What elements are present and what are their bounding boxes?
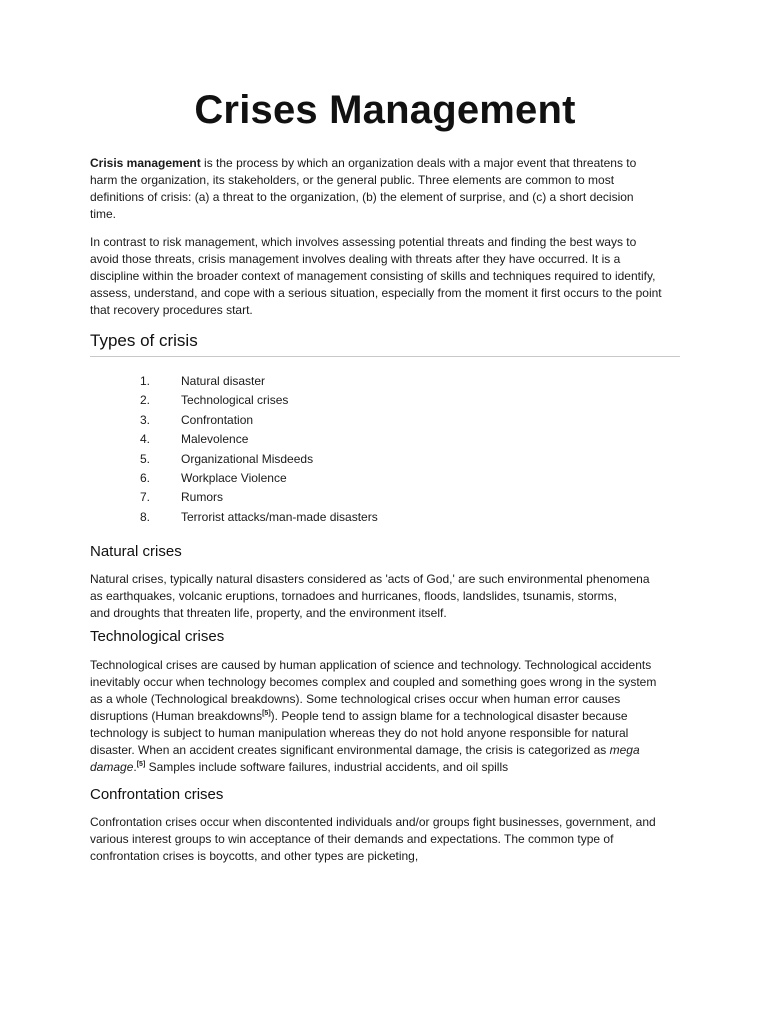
list-number: 8.: [139, 509, 150, 524]
list-label: Terrorist attacks/man-made disasters: [181, 509, 378, 524]
contrast-line-4: assess, understand, and cope with a serious situation, especially from the moment it first occurs to the point: [90, 286, 662, 300]
tech-line-5: technology is subject to human manipulation whereas they do not hold anyone responsible for natural: [90, 726, 629, 740]
natural-line-2: as earthquakes, volcanic eruptions, tornadoes and hurricanes, floods, landslides, tsunamis, storms,: [90, 589, 617, 603]
tech-line-1: Technological crises are caused by human application of science and technology. Technological accidents: [90, 658, 652, 672]
page-title: Crises Management: [194, 88, 576, 132]
contrast-line-3: discipline within the broader context of management consisting of skills and techniques required to identify,: [90, 269, 656, 283]
list-label: Malevolence: [181, 432, 249, 447]
citation-5[interactable]: [5]: [262, 710, 271, 717]
list-number: 2.: [139, 393, 150, 408]
technological-crises-paragraph: [90, 657, 680, 776]
list-number: 4.: [139, 432, 150, 447]
contrast-line-5: that recovery procedures start.: [90, 303, 253, 317]
tech-line-2: inevitably occur when technology becomes complex and coupled and something goes wrong in the system: [90, 675, 657, 689]
natural-line-1: Natural crises, typically natural disasters considered as 'acts of God,' are such environmental phenomena: [90, 572, 650, 586]
confrontation-line-3: confrontation crises is boycotts, and other types are picketing,: [90, 849, 419, 863]
types-heading: Types of crisis: [90, 331, 680, 357]
citation-5[interactable]: [5]: [136, 761, 146, 768]
tech-line-4-a: disruptions (Human breakdowns: [90, 709, 263, 723]
list-number: 7.: [139, 490, 150, 505]
contrast-line-2: avoid those threats, crisis management involves dealing with threats after they have occurred. It is a: [90, 252, 621, 266]
natural-crises-paragraph: [90, 571, 680, 622]
intro-paragraph: [90, 155, 680, 223]
tech-line-7-b: Samples include software failures, industrial accidents, and oil spills: [145, 760, 509, 774]
tech-line-6: [90, 742, 680, 759]
intro-line-1: [90, 155, 680, 172]
tech-line-3: as a whole (Technological breakdowns). Some technological crises occur when human error causes: [90, 692, 621, 706]
confrontation-line-2: various interest groups to win acceptance of their demands and expectations. The common type of: [90, 832, 614, 846]
intro-line-4: time.: [90, 207, 117, 221]
list-number: 5.: [139, 451, 150, 466]
intro-line-1-rest: is the process by which an organization deals with a major event that threatens to: [200, 156, 637, 170]
intro-line-2: harm the organization, its stakeholders, or the general public. Three elements are common to most: [90, 173, 615, 187]
list-label: Workplace Violence: [181, 470, 287, 485]
intro-line-3: definitions of crisis: (a) a threat to the organization, (b) the element of surprise, and (c) a short decision: [90, 190, 634, 204]
intro-term: Crisis management: [90, 156, 201, 170]
tech-line-6-a: disaster. When an accident creates significant environmental damage, the crisis is categorized as: [90, 743, 610, 757]
tech-line-7-dot: .: [133, 760, 137, 774]
list-number: 3.: [139, 412, 150, 427]
tech-line-7: [90, 759, 680, 776]
tech-line-4: [90, 708, 680, 725]
tech-line-4-b: ). People tend to assign blame for a technological disaster because: [270, 709, 628, 723]
tech-damage-term: damage: [90, 760, 134, 774]
list-label: Rumors: [181, 490, 224, 505]
natural-line-3: and droughts that threaten life, property, and the environment itself.: [90, 606, 447, 620]
list-label: Confrontation: [181, 412, 254, 427]
contrast-line-1: In contrast to risk management, which involves assessing potential threats and finding the best ways to: [90, 235, 637, 249]
confrontation-crises-heading: Confrontation crises: [90, 786, 224, 803]
confrontation-line-1: Confrontation crises occur when discontented individuals and/or groups fight businesses, government, and: [90, 815, 656, 829]
contrast-paragraph: [90, 234, 680, 319]
list-number: 1.: [139, 374, 150, 388]
list-label: Technological crises: [181, 393, 289, 408]
tech-mega-term: mega: [609, 743, 640, 757]
natural-crises-heading: Natural crises: [90, 543, 182, 560]
list-number: 6.: [139, 470, 150, 485]
list-label: Natural disaster: [181, 374, 266, 388]
confrontation-crises-paragraph: [90, 814, 680, 865]
list-label: Organizational Misdeeds: [181, 451, 314, 466]
technological-crises-heading: Technological crises: [90, 628, 225, 645]
